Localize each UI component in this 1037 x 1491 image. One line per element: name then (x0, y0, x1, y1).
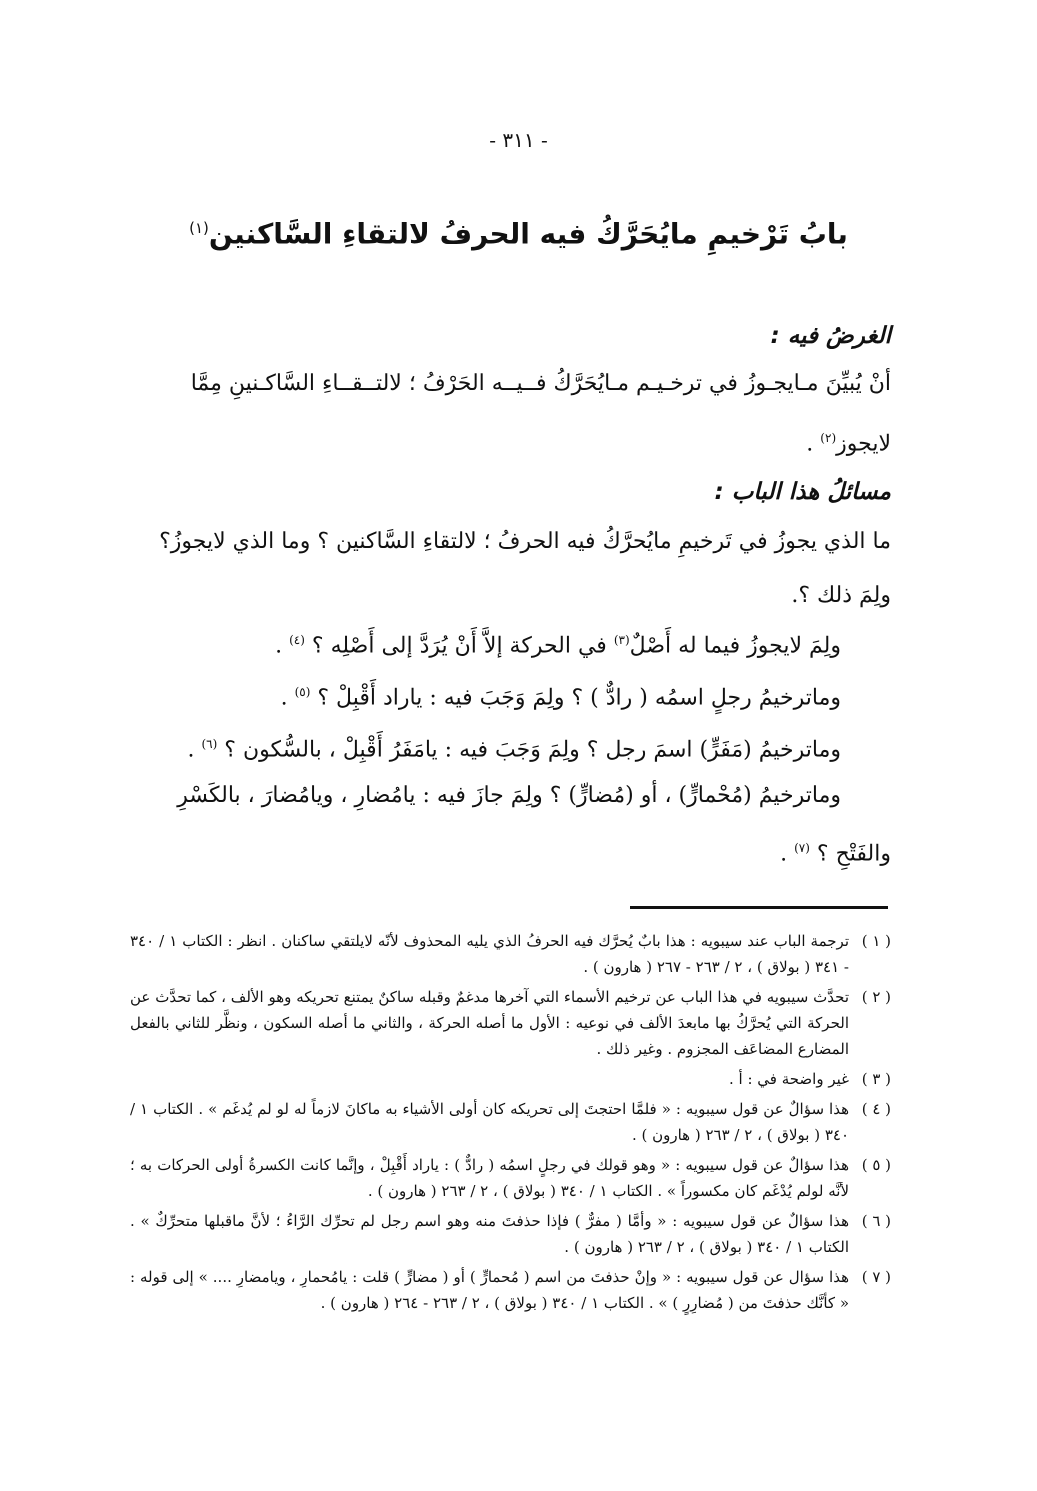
footnote-text: هذا سؤالٌ عن قول سيبويه : « وأمَّا ( مفرٌّ ) فإذا حذفتَ منه وهو اسم رجل لم تحرِّك الرَّاءُ ؛ لأنَّ ماقبلها متحرِّكٌ » . الكتاب ١ / ٣٤٠ ( بولاق ) ، ٢ / ٢٦٣ ( هارون ) . (130, 1212, 849, 1256)
purpose-line-2-note-ref: (٢) (820, 431, 837, 445)
question-3-note-ref: (٥) (294, 685, 311, 699)
issues-heading: مسائلُ هذا الباب : (714, 479, 891, 505)
question-4-text: وماترخيمُ (مَفَرٍّ) اسمَ رجل ؟ ولِمَ وَجَبَ فيه : يامَفَرُ أَقْبِلْ ، بالسُّكون ؟ (224, 737, 841, 763)
question-5-line-2 (780, 828, 891, 874)
question-2-note-ref-a: (٣) (613, 633, 630, 647)
footnote-number: ( ٣ ) (861, 1070, 891, 1088)
question-5-line-2-text: والفَتْحِ ؟ (816, 841, 891, 867)
footnote-text: ترجمة الباب عند سيبويه : هذا بابٌ يُحرَّك فيه الحرفُ الذي يليه المحذوف لأنّه لايلتقي ساكنان . انظر : الكتاب ١ / ٣٤٠ - ٣٤١ ( بولاق ) ، ٢ / ٢٦٣ - ٢٦٧ ( هارون ) . (130, 932, 849, 976)
purpose-line-2-end: . (806, 431, 814, 457)
footnote-number: ( ٧ ) (861, 1268, 891, 1286)
footnote-number: ( ٢ ) (861, 988, 891, 1006)
purpose-heading: الغرضُ فيه : (770, 323, 891, 349)
question-3-text: وماترخيمُ رجلٍ اسمُه ( رادٌّ ) ؟ ولِمَ وَجَبَ فيه : ياراد أَقْبِلْ ؟ (317, 685, 841, 711)
question-2-part-b: في الحركة إلاَّ أَنْ يُرَدَّ إلى أَصْلِه ؟ (311, 633, 607, 659)
question-2-note-ref-b: (٤) (289, 633, 305, 647)
question-4 (187, 724, 841, 770)
question-2 (275, 620, 841, 666)
footnote-text: تحدَّث سيبويه في هذا الباب عن ترخيم الأسماء التي آخرها مدغمٌ وقبله ساكنٌ يمتنع تحريكه وهو الألف ، كما تحدَّث عن الحركة التي يُحرَّكُ بها مابعدَ الألف في نوعيه : الأول ما أصله الحركة ، والثاني ما أصله السكون ، ونظَّر للثاني بالفعل المضارع المضاعَف المجزوم . وغير ذلك . (130, 988, 849, 1058)
footnote-number: ( ١ ) (861, 932, 891, 950)
question-5-note-ref: (٧) (794, 841, 810, 855)
question-5-line-1: وماترخيمُ (مُحْمارٍّ) ، أو (مُضارٍّ) ؟ ولِمَ جازَ فيه : يامُضارِ ، ويامُضارَ ، بالكَسْرِ (177, 783, 841, 808)
question-3 (281, 672, 841, 718)
footnote-text: غير واضحة في : أ . (728, 1070, 849, 1088)
footnote-number: ( ٤ ) (861, 1100, 891, 1118)
footnotes (130, 928, 891, 1320)
footnote-text: هذا سؤالٌ عن قول سيبويه : « فلمَّا احتجتَ إلى تحريكه كان أولى الأشياء به ماكانَ لازماً له لو لم يُدغَم » . الكتاب ١ / ٣٤٠ ( بولاق ) ، ٢ / ٢٦٣ ( هارون ) . (130, 1100, 849, 1144)
question-3-end: . (280, 685, 288, 711)
purpose-line-2 (806, 418, 891, 464)
footnote-text: هذا سؤال عن قول سيبويه : « وإنْ حذفتَ من اسم ( مُحمارٍّ ) أو ( مضارٍّ ) قلت : يامُحمارِ ، ويامضارِ .... » إلى قوله : « كأنَّك حذفتَ من ( مُضارِرٍ ) » . الكتاب ١ / ٣٤٠ ( بولاق ) ، ٢ / ٢٦٣ - ٢٦٤ ( هارون ) . (130, 1268, 849, 1312)
question-1-line-2: ولِمَ ذلك ؟. (791, 583, 891, 608)
footnote-7 (130, 1264, 891, 1316)
chapter-title-note-ref: (١) (189, 219, 209, 237)
footnote-text: هذا سؤالٌ عن قول سيبويه : « وهو قولك في رجلٍ اسمُه ( رادٌّ ) : ياراد أَقْبِلْ ، وإنَّما كانت الكسرةُ أولى الحركات به ؛ لأنَّه لولم يُدْغَم كان مكسوراً » . الكتاب ١ / ٣٤٠ ( بولاق ) ، ٢ / ٢٦٣ ( هارون ) . (130, 1156, 849, 1200)
footnote-3 (130, 1066, 891, 1092)
page-number: - ٣١١ - (489, 128, 548, 152)
question-5-end: . (780, 841, 788, 867)
footnote-4 (130, 1096, 891, 1148)
footnote-1 (130, 928, 891, 980)
purpose-line-1: أنْ يُبيِّنَ مـايجـوزُ في ترخـيـم مـايُحَرَّكُ فــيــه الحَرْفُ ؛ لالتــقــاءِ السَّاكـنينِ مِمَّا (190, 371, 891, 396)
footnote-5 (130, 1152, 891, 1204)
purpose-line-2-text: لايجوز (836, 431, 891, 457)
footnote-separator (630, 906, 888, 909)
question-2-part-a: ولِمَ لايجوزُ فيما له أَصْلٌ (629, 633, 841, 659)
footnote-number: ( ٦ ) (861, 1212, 891, 1230)
chapter-title-text: بابُ تَرْخيمِ مايُحَرَّكُ فيه الحرفُ لالتقاءِ السَّاكنين (208, 217, 848, 251)
footnote-2 (130, 984, 891, 1062)
footnote-6 (130, 1208, 891, 1260)
question-4-note-ref: (٦) (201, 737, 218, 751)
chapter-title (150, 208, 887, 254)
question-2-end: . (275, 633, 283, 659)
question-4-end: . (187, 737, 195, 763)
footnote-number: ( ٥ ) (861, 1156, 891, 1174)
question-1-line-1: ما الذي يجوزُ في تَرخيمِ مايُحرَّكُ فيه الحرفُ ؛ لالتقاءِ السَّاكنين ؟ وما الذي لايجوزُ؟ (159, 529, 891, 554)
